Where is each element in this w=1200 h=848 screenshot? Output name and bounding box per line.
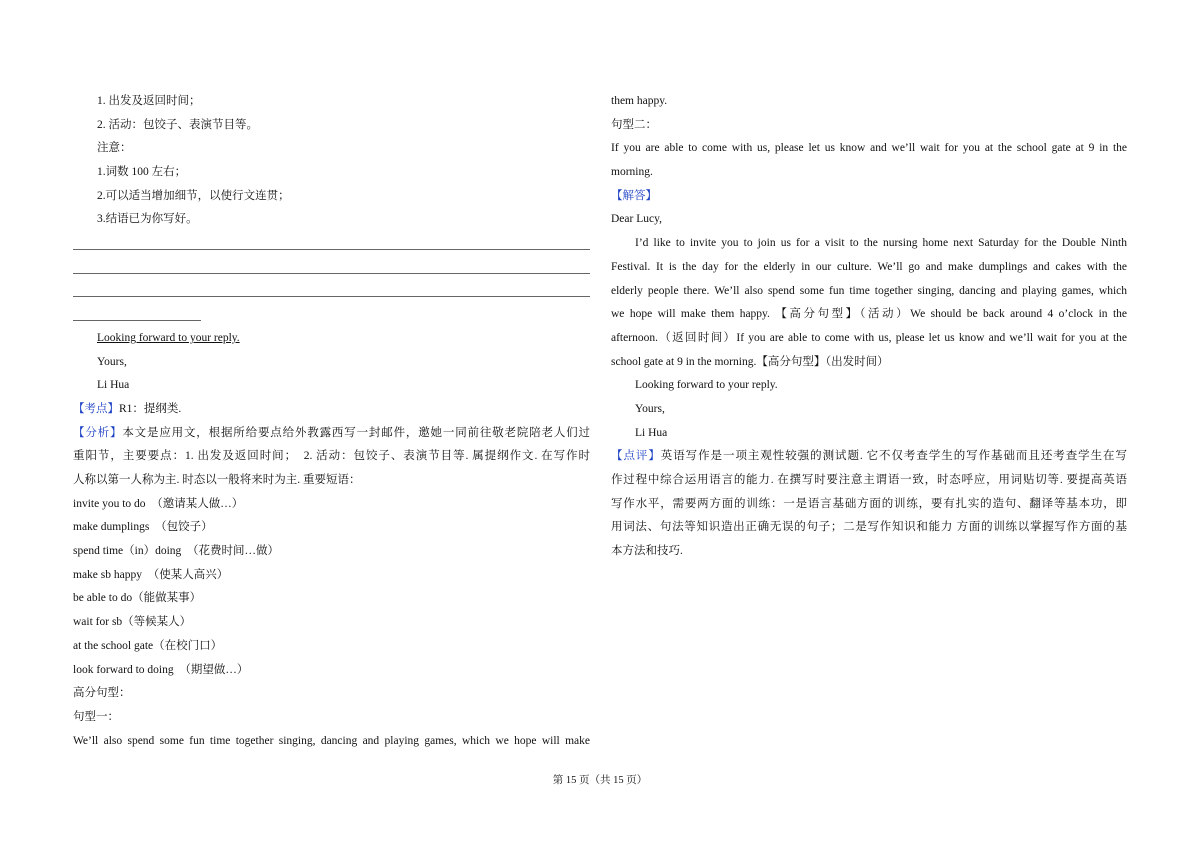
phrase-item: be able to do（能做某事） [73, 592, 202, 605]
phrase-item: make dumplings （包饺子） [73, 521, 213, 534]
letter-line-3: elderly people there. We’ll also spend some fun time together singing, dancing and playing games, which [611, 284, 1127, 297]
letter-line-4-text: we hope will make them happy. [611, 308, 770, 321]
dianping-text-1: 英语写作是一项主观性较强的测试题. 它不仅考查学生的写作基础而且还考查学生在写 [660, 450, 1127, 463]
jieda-tag: 【解答】 [611, 189, 657, 202]
phrase-item: at the school gate（在校门口） [73, 639, 223, 652]
kaodian-tag: 【考点】 [73, 402, 119, 415]
note-3: 3.结语已为你写好。 [97, 213, 198, 226]
gaofen-title: 高分句型： [73, 687, 131, 700]
phrase-item: make sb happy （使某人高兴） [73, 568, 229, 581]
note-title: 注意： [97, 142, 132, 155]
answer-line [73, 280, 590, 304]
page-footer: 第 15 页（共 15 页） [552, 775, 648, 786]
dianping-line-3: 写作水平，需要两方面的训练：一是语言基础方面的训练，要有扎实的造句、翻译等基本功，即 [611, 497, 1127, 510]
letter-line-4-note: 【高分句型】（活动）We should be back around 4 o’clock in the [775, 308, 1127, 321]
fenxi-text-1: 本文是应用文，根据所给要点给外教露西写一封邮件，邀她一同前往敬老院陪老人们过 [122, 426, 590, 439]
greeting: Dear Lucy, [611, 213, 662, 226]
answer-line [73, 256, 590, 280]
closing-line: Looking forward to your reply. [97, 331, 240, 344]
phrase-item: look forward to doing （期望做…） [73, 663, 249, 676]
phrase-item: spend time（in）doing （花费时间…做） [73, 545, 280, 558]
fenxi-line-3: 人称以第一人称为主. 时态以一般将来时为主. 重要短语： [73, 474, 361, 486]
phrase-item: wait for sb（等候某人） [73, 616, 192, 629]
juxing2-line-2: morning. [611, 166, 653, 179]
requirement-1: 1. 出发及返回时间； [97, 95, 201, 107]
dianping-line-5: 本方法和技巧. [611, 545, 683, 558]
letter-line-2: Festival. It is the day for the elderly in our culture. We’ll go and make dumplings and cakes with the [611, 260, 1127, 273]
letter-line-5: afternoon.（返回时间）If you are able to come with us, please let us know and we’ll wait for you at the [611, 331, 1127, 344]
juxing2-line-1: If you are able to come with us, please let us know and we’ll wait for you at the school gate at 9 in the [611, 142, 1127, 155]
letter-line-6-text: school gate at 9 in the morning. [611, 355, 757, 368]
note-1: 1.词数 100 左右； [97, 166, 187, 179]
juxing2-title: 句型二： [611, 118, 657, 131]
fenxi-line-1 [73, 422, 590, 446]
signature-name: Li Hua [635, 426, 668, 439]
sign-off: Yours, [97, 355, 127, 368]
left-column [73, 90, 590, 753]
dianping-line-4: 用词法、句法等知识造出正确无误的句子；二是写作知识和能力 方面的训练以掌握写作方面的基 [611, 521, 1127, 534]
phrase-item: invite you to do （邀请某人做…） [73, 497, 244, 510]
letter-line-6 [611, 351, 1127, 375]
answer-line [73, 232, 590, 256]
juxing1-title: 句型一： [73, 710, 119, 723]
dianping-line-2: 作过程中综合运用语言的能力. 在撰写时要注意主谓语一致，时态呼应，用词贴切等. 要提高英语 [611, 474, 1127, 486]
signature-name: Li Hua [97, 379, 130, 392]
letter-line-4 [611, 303, 1127, 327]
requirement-2: 2. 活动：包饺子、表演节目等。 [97, 118, 258, 131]
dianping-line-1 [611, 445, 1127, 469]
right-column [611, 90, 1127, 564]
letter-line-1: I’d like to invite you to join us for a visit to the nursing home next Saturday for the Double Ninth [635, 237, 1127, 250]
kaodian-line [73, 398, 590, 422]
sign-off: Yours, [635, 402, 665, 415]
note-2: 2.可以适当增加细节，以使行文连贯； [97, 189, 290, 202]
fenxi-line-2: 重阳节，主要要点：1. 出发及返回时间； 2. 活动：包饺子、表演节目等. 属提纲作文. 在写作时 [73, 450, 590, 463]
fenxi-tag: 【分析】 [73, 426, 123, 439]
kaodian-text: R1：提纲类. [119, 402, 182, 415]
answer-line [73, 303, 590, 327]
juxing1-line-1: We’ll also spend some fun time together singing, dancing and playing games, which we hope will make [73, 734, 590, 747]
closing-line: Looking forward to your reply. [635, 379, 778, 392]
dianping-tag: 【点评】 [611, 450, 661, 463]
letter-line-6-note: 【高分句型】（出发时间） [756, 355, 889, 368]
juxing1-line-2: them happy. [611, 95, 668, 107]
